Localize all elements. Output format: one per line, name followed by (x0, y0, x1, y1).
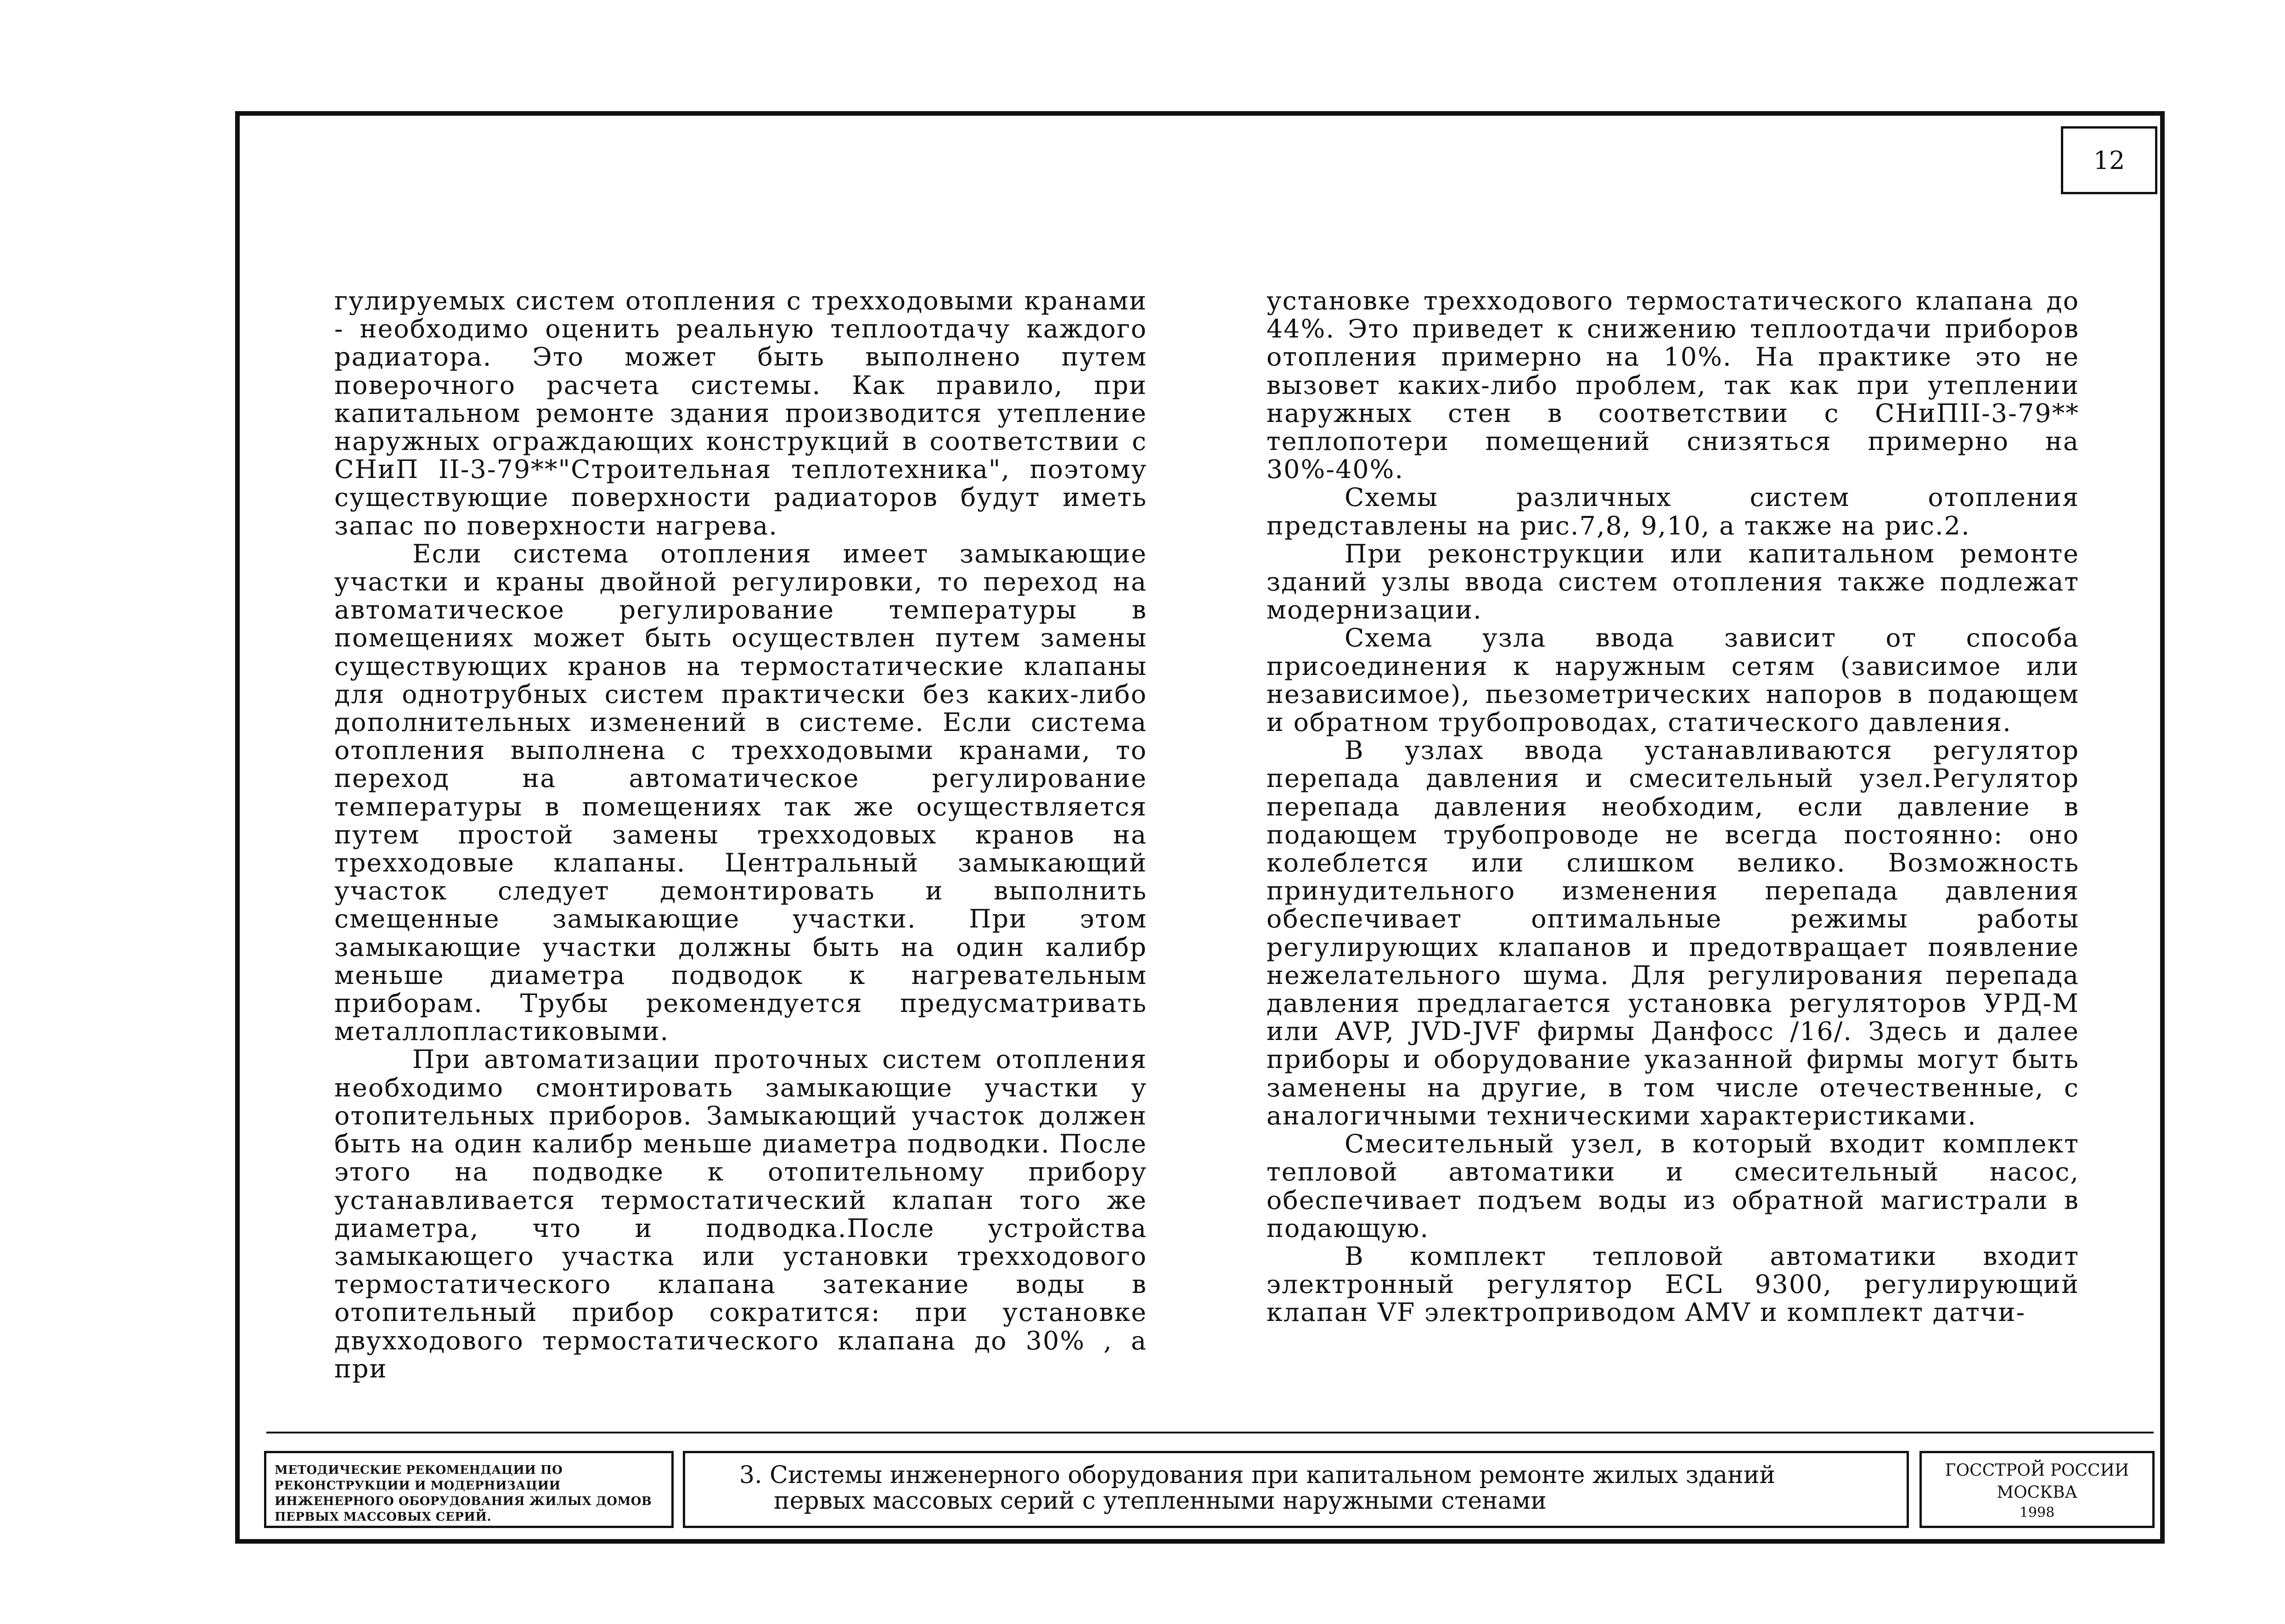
paragraph: Если система отопления имеет замыкающие участки и краны двойной регулировки, то переход на автоматическое регулирование температуры в помещениях может быть осуществлен путем замены существующих кранов на термостатические клапаны для однотрубных систем практически без каких-либо дополнительных изменений в системе. Если система отопления выполнена с трехходовыми кранами, то переход на автоматическое регулирование температуры в помещениях так же осуществляется путем простой замены трехходовых кранов на трехходовые клапаны. Центральный замыкающий участок следует демонтировать и выполнить смещенные замыкающие участки. При этом замыкающие участки должны быть на один калибр меньше диаметра подводок к нагревательным приборам. Трубы рекомендуется предусматривать металлопластиковыми. (334, 539, 1147, 1047)
publisher-org: ГОССТРОЙ РОССИИ (1945, 1461, 2129, 1480)
right-text-column (1266, 287, 2079, 1327)
publisher-city: МОСКВА (1997, 1483, 2077, 1502)
paragraph: гулируемых систем отопления с трехходовыми кранами - необходимо оценить реальную теплоотдачу каждого радиатора. Это может быть выполнено путем поверочного расчета системы. Как правило, при капитальном ремонте здания производится утепление наружных ограждающих конструкций в соответствии с СНиП II-3-79**"Строительная теплотехника", поэтому существующие поверхности радиаторов будут иметь запас по поверхности нагрева. (334, 286, 1147, 541)
paragraph: Схемы различных систем отопления представлены на рис.7,8, 9,10, а также на рис.2. (1266, 483, 2079, 541)
section-title-line-2: первых массовых серий с утепленными наружными стенами (774, 1487, 1547, 1515)
paragraph: При реконструкции или капитальном ремонте зданий узлы ввода систем отопления также подлежат модернизации. (1266, 539, 2079, 625)
paragraph: Смесительный узел, в который входит комплект тепловой автоматики и смесительный насос, обеспечивает подъем воды из обратной магистрали в подающую. (1266, 1129, 2079, 1243)
publisher-year: 1998 (2019, 1505, 2055, 1521)
section-title-line-1: 3. Системы инженерного оборудования при капитальном ремонте жилых зданий (739, 1461, 1776, 1489)
paragraph: В узлах ввода устанавливаются регулятор перепада давления и смесительный узел.Регулятор перепада давления необходим, если давление в подающем трубопроводе не всегда постоянно: оно колеблется или слишком велико. Возможность принудительного изменения перепада давления обеспечивает оптимальные режимы работы регулирующих клапанов и предотвращает появление нежелательного шума. Для регулирования перепада давления предлагается установка регуляторов УРД-М или AVP, JVD-JVF фирмы Данфосс /16/. Здесь и далее приборы и оборудование указанной фирмы могут быть заменены на другие, в том числе отечественные, с аналогичными техническими характеристиками. (1266, 736, 2079, 1131)
paragraph: При автоматизации проточных систем отопления необходимо смонтировать замыкающие участки у отопительных приборов. Замыкающий участок должен быть на один калибр меньше диаметра подводки. После этого на подводке к отопительному прибору устанавливается термостатический клапан того же диаметра, что и подводка.После устройства замыкающего участка или установки трехходового термостатического клапана затекание воды в отопительный прибор сократится: при установке двухходового термостатического клапана до 30% , а при (334, 1045, 1147, 1384)
section-title-box (683, 1451, 1909, 1528)
footer-divider (266, 1432, 2154, 1433)
publisher-box (1919, 1451, 2155, 1528)
document-series-box: МЕТОДИЧЕСКИЕ РЕКОМЕНДАЦИИ ПО РЕКОНСТРУКЦИИ И МОДЕРНИЗАЦИИ ИНЖЕНЕРНОГО ОБОРУДОВАНИЯ ЖИЛЫХ ДОМОВ ПЕРВЫХ МАССОВЫХ СЕРИЙ. (264, 1451, 674, 1528)
paragraph: Схема узла ввода зависит от способа присоединения к наружным сетям (зависимое или независимое), пьезометрических напоров в подающем и обратном трубопроводах, статического давления. (1266, 623, 2079, 738)
page-number: 12 (2061, 126, 2157, 194)
paragraph: В комплект тепловой автоматики входит электронный регулятор ECL 9300, регулирующий клапан VF электроприводом AMV и комплект датчи- (1266, 1241, 2079, 1328)
paragraph: установке трехходового термостатического клапана до 44%. Это приведет к снижению теплоотдачи приборов отопления примерно на 10%. На практике это не вызовет каких-либо проблем, так как при утеплении наружных стен в соответствии с СНиПII-3-79** теплопотери помещений снизяться примерно на 30%-40%. (1266, 286, 2079, 485)
left-text-column (334, 287, 1147, 1383)
